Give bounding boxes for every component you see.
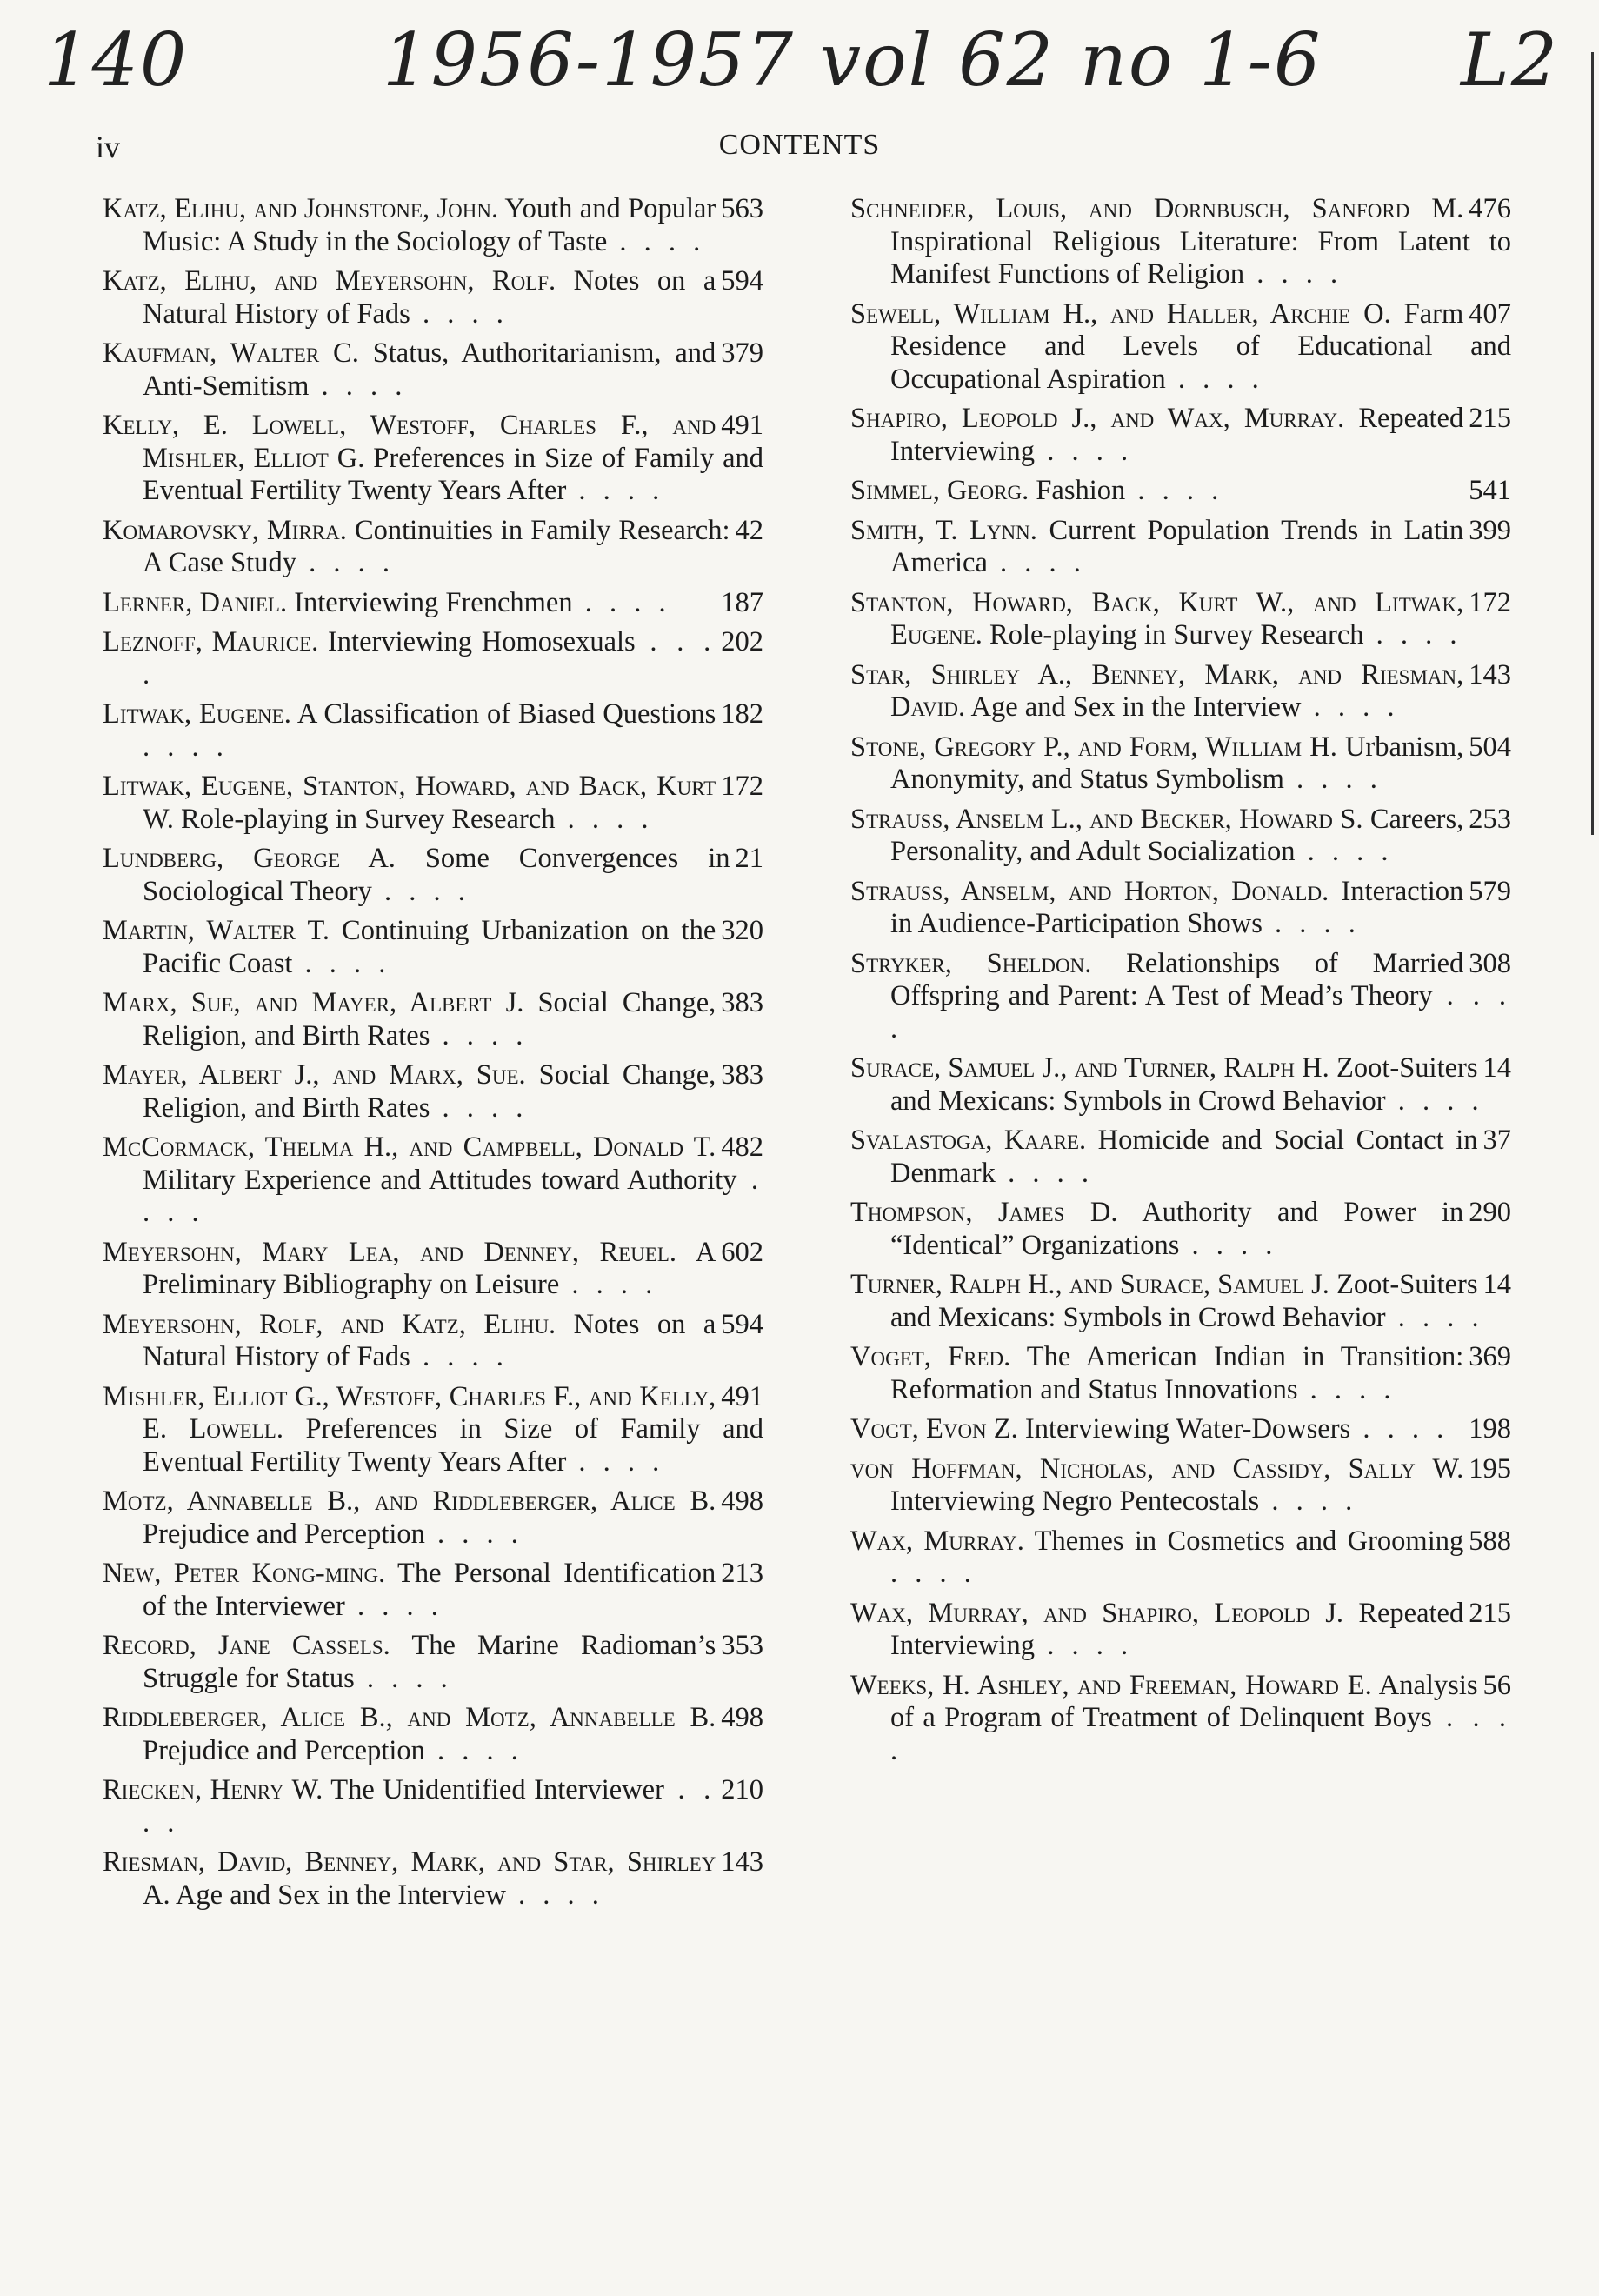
entry-page: 476 [1469,193,1511,224]
entry-author: Star, Shirley A., Benney, Mark, and Riesman, David. [850,658,1464,723]
entry-page: 202 [721,626,763,657]
dot-leader: . . . . [1035,1630,1134,1661]
dot-leader: . . . . [143,1164,763,1228]
entry-page: 187 [721,586,763,618]
entry-title: Social Change, Religion, and Birth Rates [143,1059,716,1124]
entry-page: 594 [721,1308,763,1340]
entry-author: Record, Jane Cassels. [103,1630,390,1661]
entry-title: Role-playing in Survey Research [989,619,1364,651]
index-entry [103,1381,763,1479]
entry-page: 14 [1482,1269,1511,1300]
entry-author: Martin, Walter T. [103,915,330,946]
entry-author: Vogt, Evon Z. [850,1413,1018,1445]
entry-author: Simmel, Georg. [850,475,1029,506]
index-entry [103,1131,763,1230]
index-entry [850,804,1511,869]
handwritten-right: L2 [1461,17,1560,103]
index-entry [103,698,763,764]
entry-title: Farm Residence and Levels of Educational and Occupational Aspiration [890,297,1511,395]
entry-author: Wax, Murray. [850,1525,1024,1557]
entry-author: Riddleberger, Alice B., and Motz, Annabelle B. [103,1702,716,1733]
dot-leader: . . . . [430,1091,529,1124]
handwritten-annotation [35,17,1582,122]
entry-page: 172 [721,771,763,802]
entry-page: 541 [1469,475,1511,506]
dot-leader: . . . . [1259,1485,1358,1517]
entry-page: 498 [721,1485,763,1517]
entry-title: Zoot-Suiters and Mexicans: Symbols in Crowd Behavior [890,1052,1478,1117]
entry-page: 579 [1469,875,1511,907]
entry-page: 14 [1482,1052,1511,1084]
entry-title: Urbanism, Anonymity, and Status Symbolism [890,731,1464,795]
dot-leader: . . . . [1385,1301,1484,1333]
page-title: CONTENTS [718,129,881,161]
index-entry [850,1052,1511,1118]
entry-page: 172 [1469,586,1511,618]
index-entry [850,1197,1511,1262]
entry-page: 37 [1482,1125,1511,1156]
index-entry [103,1846,763,1912]
index-entry [850,1341,1511,1406]
entry-page: 210 [721,1774,763,1805]
index-entry [850,659,1511,724]
entry-title: Inspirational Religious Literature: From Latent to Manifest Functions of Religion [890,225,1511,290]
entry-title: Themes in Cosmetics and Grooming [1034,1525,1464,1557]
index-entry [850,1413,1511,1446]
entry-author: New, Peter Kong-ming. [103,1558,386,1589]
entry-title: Age and Sex in the Interview [175,1879,506,1911]
index-entry [850,1525,1511,1591]
entry-title: Notes on a Natural History of Fads [143,1308,716,1372]
entry-author: Meyersohn, Mary Lea, and Denney, Reuel. [103,1236,677,1268]
entry-page: 182 [721,698,763,730]
index-entry [850,1670,1511,1768]
entry-title: Careers, Personality, and Adult Socialization [890,803,1464,867]
entry-author: Stone, Gregory P., and Form, William H. [850,731,1337,763]
dot-leader: . . . . [572,586,671,618]
dot-leader: . . . . [1125,475,1224,506]
entry-author: Surace, Samuel J., and Turner, Ralph H. [850,1052,1329,1084]
entry-title: Some Convergences in Sociological Theory [143,843,730,907]
entry-title: Status, Authoritarianism, and Anti-Semitism [143,337,716,402]
dot-leader: . . . . [1385,1085,1484,1117]
entry-page: 379 [721,337,763,369]
entry-author: Leznoff, Maurice. [103,626,319,657]
entry-page: 215 [1469,403,1511,434]
entry-page: 21 [735,843,763,874]
entry-author: Komarovsky, Mirra. [103,514,347,546]
entry-author: Kelly, E. Lowell, Westoff, Charles F., and Mishler, Elliot G. [103,410,716,474]
index-entry [103,410,763,508]
entry-page: 253 [1469,803,1511,835]
index-entry [850,587,1511,652]
entry-author: Riecken, Henry W. [103,1774,323,1805]
entry-title: Fashion [1036,475,1126,506]
entry-title: A Preliminary Bibliography on Leisure [143,1236,716,1300]
index-entry [103,987,763,1052]
contents-column-left [103,193,763,1919]
entry-page: 195 [1469,1452,1511,1485]
dot-leader: . . . . [555,803,654,835]
dot-leader: . . . . [1363,619,1462,651]
entry-author: von Hoffman, Nicholas, and Cassidy, Sally W. [850,1452,1464,1485]
entry-page: 482 [721,1131,763,1163]
entry-title: Notes on a Natural History of Fads [143,265,716,330]
entry-title: Social Change, Religion, and Birth Rates [143,987,716,1051]
entry-author: Stanton, Howard, Back, Kurt W., and Litwak, Eugene. [850,586,1464,651]
dot-leader: . . . . [344,1590,443,1622]
entry-author: Katz, Elihu, and Johnstone, John. [103,193,499,224]
entry-author: Mishler, Elliot G., Westoff, Charles F., and Kelly, E. Lowell. [103,1380,716,1445]
entry-title: Repeated Interviewing [890,403,1464,467]
entry-title: Prejudice and Perception [143,1518,425,1550]
entry-page: 213 [721,1558,763,1589]
index-entry [850,515,1511,580]
dot-leader: . . . . [890,980,1511,1045]
entry-page: 407 [1469,297,1511,330]
dot-leader: . . . . [143,626,716,691]
entry-title: Military Experience and Attitudes toward Authority [143,1164,737,1196]
entry-author: Kaufman, Walter C. [103,337,359,369]
index-entry [103,587,763,620]
entry-title: Role-playing in Survey Research [180,803,556,835]
index-entry [850,403,1511,468]
handwritten-center: 1956-1957 vol 62 no 1-6 [383,17,1323,103]
index-entry [103,1059,763,1125]
index-entry [103,337,763,403]
entry-author: Thompson, James D. [850,1197,1118,1228]
entry-page: 498 [721,1702,763,1733]
entry-author: Shapiro, Leopold J., and Wax, Murray. [850,403,1345,434]
entry-author: Voget, Fred. [850,1341,1011,1372]
entry-author: Strauss, Anselm L., and Becker, Howard S. [850,803,1363,835]
dot-leader: . . . . [309,370,408,402]
handwritten-left: 140 [43,17,189,103]
entry-author: Strauss, Anselm, and Horton, Donald. [850,875,1329,907]
entry-title: Youth and Popular Music: A Study in the Sociology of Taste [143,193,716,257]
entry-title: Continuing Urbanization on the Pacific Coast [143,915,716,979]
entry-page: 308 [1469,947,1511,979]
entry-author: Litwak, Eugene. [103,698,291,730]
entry-page: 588 [1469,1525,1511,1557]
dot-leader: . . . . [1179,1229,1278,1261]
dot-leader: . . . . [143,1774,716,1839]
entry-author: Lundberg, George A. [103,843,396,874]
entry-author: McCormack, Thelma H., and Campbell, Donald T. [103,1131,716,1163]
entry-page: 143 [721,1846,763,1878]
entry-author: Motz, Annabelle B., and Riddleberger, Alice B. [103,1485,716,1517]
entry-page: 399 [1469,514,1511,546]
index-entry [850,876,1511,941]
entry-title: Homicide and Social Contact in Denmark [890,1125,1478,1189]
dot-leader: . . . . [995,1157,1094,1189]
dot-leader: . . . . [424,1734,523,1766]
entry-page: 369 [1469,1341,1511,1372]
entry-page: 320 [721,915,763,946]
entry-page: 504 [1469,731,1511,763]
entry-page: 602 [721,1236,763,1268]
dot-leader: . . . . [1297,1373,1396,1405]
entry-title: Current Population Trends in Latin America [890,514,1464,578]
index-entry [850,1269,1511,1334]
dot-leader: . . . . [1165,363,1264,395]
entry-title: Age and Sex in the Interview [970,691,1302,723]
index-entry [103,1702,763,1767]
dot-leader: . . . . [987,547,1086,578]
dot-leader: . . . . [410,1341,509,1372]
entry-author: Stryker, Sheldon. [850,947,1092,979]
entry-author: Riesman, David, Benney, Mark, and Star, Shirley A. [103,1846,716,1911]
entry-author: Katz, Elihu, and Meyersohn, Rolf. [103,265,556,297]
entry-title: Interviewing Negro Pentecostals [890,1485,1260,1517]
index-entry [103,193,763,258]
entry-title: The Marine Radioman’s Struggle for Status [143,1630,716,1694]
index-entry [850,298,1511,397]
entry-title: Preferences in Size of Family and Eventual Fertility Twenty Years After [143,442,764,506]
entry-title: Authority and Power in “Identical” Organizations [890,1197,1464,1261]
entry-author: Schneider, Louis, and Dornbusch, Sanford M. [850,193,1464,224]
dot-leader: . . . . [505,1879,604,1911]
contents-column-right [850,193,1511,1919]
page-number: iv [96,130,121,164]
index-entry [103,1558,763,1623]
entry-author: Weeks, H. Ashley, and Freeman, Howard E. [850,1669,1372,1701]
entry-title: The Personal Identification of the Interviewer [143,1558,716,1622]
contents-columns [103,193,1511,1919]
entry-page: 290 [1469,1197,1511,1228]
entry-author: Marx, Sue, and Mayer, Albert J. [103,987,524,1018]
entry-page: 198 [1469,1413,1511,1445]
dot-leader: . . . . [1035,435,1134,467]
entry-title: Interviewing Water-Dowsers [1024,1413,1351,1445]
entry-page: 594 [721,265,763,297]
index-entry [103,626,763,691]
entry-author: Svalastoga, Kaare. [850,1125,1087,1156]
entry-title: Preferences in Size of Family and Eventual Fertility Twenty Years After [143,1413,764,1478]
index-entry [103,515,763,580]
dot-leader: . . . . [1283,764,1382,795]
entry-title: Interviewing Homosexuals [327,626,636,657]
entry-title: The American Indian in Transition: Reformation and Status Innovations [890,1341,1464,1405]
dot-leader: . . . . [566,475,665,506]
dot-leader: . . . . [890,1702,1511,1766]
index-entry [103,1237,763,1302]
index-entry [103,1774,763,1839]
entry-title: A Classification of Biased Questions [296,698,716,730]
index-entry [103,265,763,330]
entry-title: Interviewing Frenchmen [294,586,573,618]
dot-leader: . . . . [559,1269,658,1300]
entry-page: 143 [1469,658,1511,691]
entry-title: Prejudice and Perception [143,1734,425,1766]
dot-leader: . . . . [143,731,229,763]
dot-leader: . . . . [354,1662,453,1694]
entry-title: Relationships of Married Offspring and Parent: A Test of Mead’s Theory [890,947,1464,1011]
entry-page: 56 [1482,1669,1511,1701]
index-entry [103,771,763,836]
dot-leader: . . . . [1262,908,1361,939]
index-entry [850,1598,1511,1663]
dot-leader: . . . . [566,1445,665,1478]
entry-author: Lerner, Daniel. [103,586,288,618]
dot-leader: . . . . [430,1019,529,1051]
dot-leader: . . . . [890,1558,976,1589]
dot-leader: . . . . [607,225,706,257]
index-entry [850,193,1511,291]
dot-leader: . . . . [1295,836,1394,867]
index-entry [850,731,1511,797]
entry-author: Smith, T. Lynn. [850,514,1037,546]
entry-page: 42 [735,514,763,546]
entry-author: Mayer, Albert J., and Marx, Sue. [103,1059,526,1091]
index-entry [103,843,763,908]
dot-leader: . . . . [1244,258,1343,290]
index-entry [103,1309,763,1374]
index-entry [850,1125,1511,1190]
entry-page: 563 [721,193,763,224]
index-entry [103,915,763,980]
dot-leader: . . . . [296,547,395,578]
dot-leader: . . . . [410,297,509,330]
entry-title: Analysis of a Program of Treatment of Delinquent Boys [890,1669,1478,1733]
dot-leader: . . . . [1350,1413,1449,1445]
entry-author: Wax, Murray, and Shapiro, Leopold J. [850,1597,1344,1629]
dot-leader: . . . . [371,875,470,907]
margin-rule [1591,52,1594,835]
index-entry [103,1630,763,1695]
entry-author: Sewell, William H., and Haller, Archie O. [850,297,1391,330]
dot-leader: . . . . [1301,691,1400,723]
entry-page: 491 [721,410,763,441]
entry-title: Interaction in Audience-Participation Shows [890,875,1464,939]
entry-title: Continuities in Family Research: A Case Study [143,514,730,578]
entry-page: 491 [721,1380,763,1412]
entry-author: Turner, Ralph H., and Surace, Samuel J. [850,1269,1329,1300]
entry-page: 353 [721,1630,763,1661]
entry-page: 383 [721,987,763,1018]
entry-author: Meyersohn, Rolf, and Katz, Elihu. [103,1308,556,1340]
entry-title: Repeated Interviewing [890,1597,1464,1661]
entry-author: Litwak, Eugene, Stanton, Howard, and Back, Kurt W. [103,771,716,835]
index-entry [850,475,1511,508]
index-entry [103,1485,763,1551]
entry-page: 215 [1469,1597,1511,1629]
entry-title: The Unidentified Interviewer [330,1774,664,1805]
index-entry [850,1453,1511,1518]
dot-leader: . . . . [424,1518,523,1550]
index-entry [850,948,1511,1046]
entry-page: 383 [721,1059,763,1091]
entry-title: Zoot-Suiters and Mexicans: Symbols in Crowd Behavior [890,1269,1478,1333]
dot-leader: . . . . [292,947,391,979]
